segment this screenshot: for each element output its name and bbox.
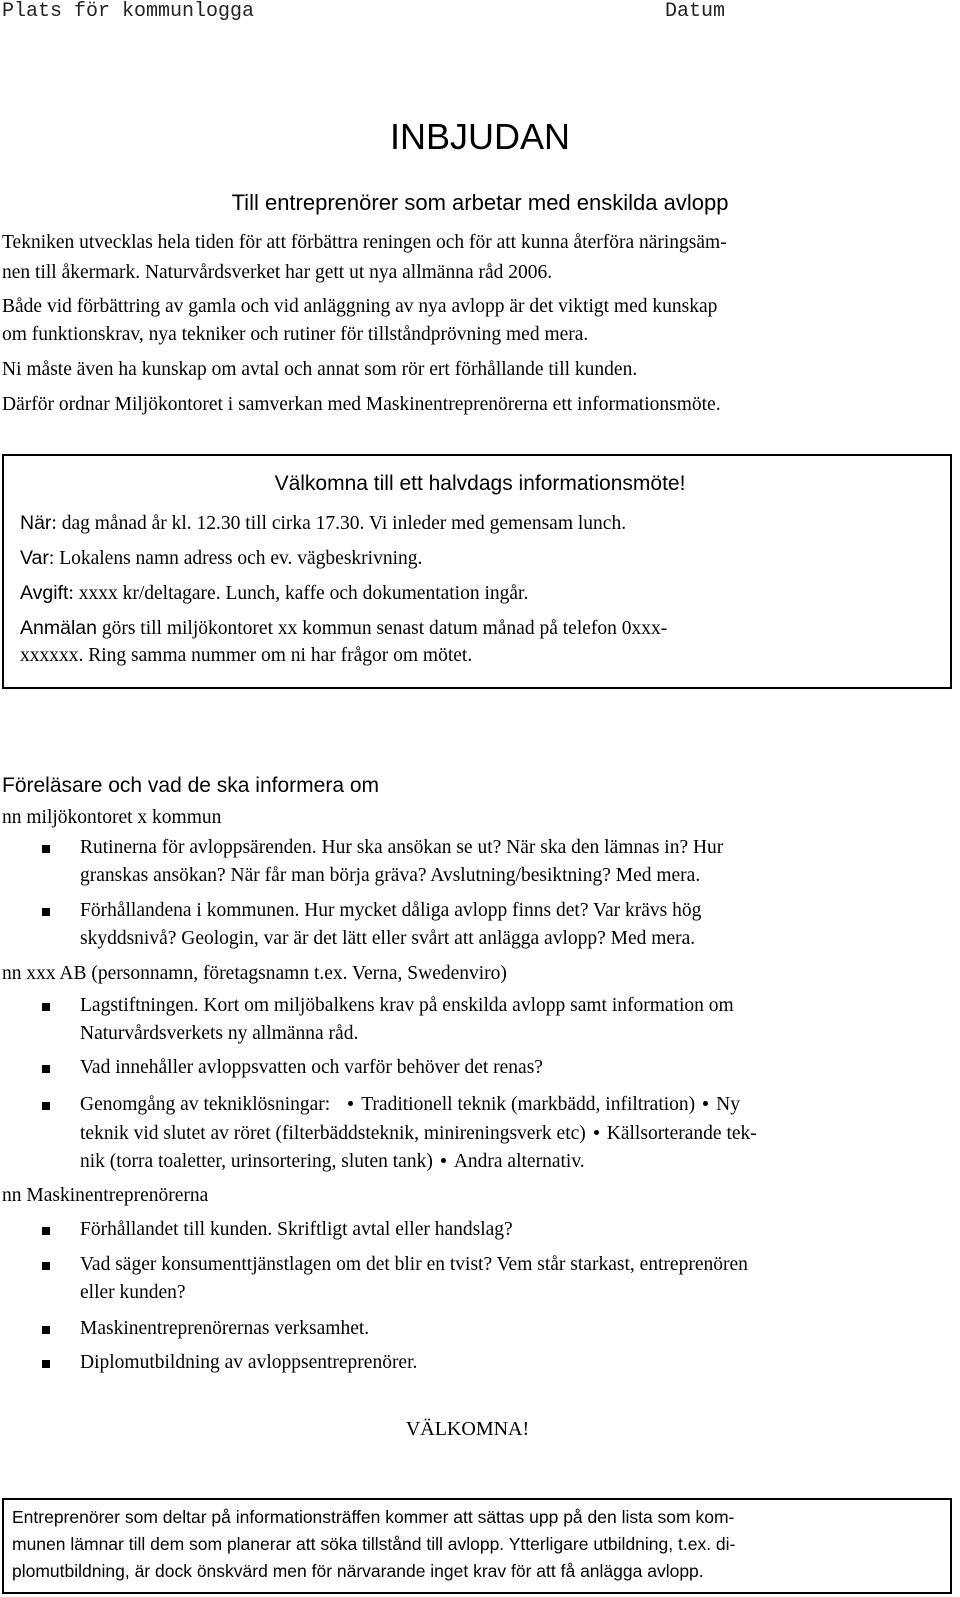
bullet-square-icon (42, 1065, 50, 1073)
intro-line-6: Därför ordnar Miljökontoret i samverkan med Maskinentreprenörerna ett informationsmöte. (2, 394, 721, 415)
bullet-square-icon (42, 1227, 50, 1235)
when-label: När (20, 512, 52, 534)
when-text: : dag månad år kl. 12.30 till cirka 17.30. Vi inleder med gemensam lunch. (51, 513, 627, 534)
tech-option-b: Ny (716, 1094, 741, 1115)
bullet-square-icon (42, 845, 50, 853)
fee-text: : xxxx kr/deltagare. Lunch, kaffe och dokumentation ingår. (68, 583, 529, 604)
fee-label: Avgift (20, 582, 69, 604)
tech-option-a: Traditionell teknik (markbädd, infiltration) (361, 1094, 696, 1115)
tech-option-c: Källsorterande tek- (606, 1123, 757, 1144)
list-item-cont: granskas ansökan? När får man börja gräva? Avslutning/besiktning? Med mera. (80, 865, 701, 886)
date-placeholder: Datum (665, 0, 726, 23)
speakers-heading: Föreläsare och vad de ska informera om (2, 774, 380, 797)
logo-placeholder: Plats för kommunlogga (2, 0, 255, 23)
footer-line-2: munen lämnar till dem som planerar att söka tillstånd till avlopp. Ytterligare utbildning, t.ex. di- (12, 1534, 736, 1554)
group-title-2: nn xxx AB (personnamn, företagsnamn t.ex. Verna, Swedenviro) (2, 963, 507, 984)
tech-option-c-cont: nik (torra toaletter, urinsortering, sluten tank) (80, 1151, 433, 1172)
bullet-square-icon (42, 1360, 50, 1368)
bullet-square-icon (42, 1326, 50, 1334)
list-item: Lagstiftningen. Kort om miljöbalkens krav på enskilda avlopp samt information om (80, 995, 734, 1016)
list-item-cont: Naturvårdsverkets ny allmänna råd. (80, 1023, 359, 1044)
page-title: INBJUDAN (389, 116, 571, 157)
group-title-3: nn Maskinentreprenörerna (2, 1185, 209, 1206)
tech-option-d: Andra alternativ. (453, 1151, 585, 1172)
tech-line-2 (80, 1119, 757, 1149)
box-heading: Välkomna till ett halvdags informationsmöte! (274, 472, 686, 495)
group-title-1: nn miljökontoret x kommun (2, 807, 222, 828)
signup-line-2: xxxxxx. Ring samma nummer om ni har frågor om mötet. (20, 645, 473, 666)
welcome-text: VÄLKOMNA! (405, 1418, 530, 1440)
intro-line-3: Både vid förbättring av gamla och vid anläggning av nya avlopp är det viktigt med kunskap (2, 296, 718, 317)
footer-line-3: plomutbildning, är dock önskvärd men för närvarande inget krav för att få anlägga avlopp. (12, 1561, 704, 1581)
tech-option-b-cont: teknik vid slutet av röret (filterbäddsteknik, minireningsverk etc) (80, 1123, 586, 1144)
intro-line-5: Ni måste även ha kunskap om avtal och annat som rör ert förhållande till kunden. (2, 359, 638, 380)
signup-text: görs till miljökontoret xx kommun senast datum månad på telefon 0xxx- (96, 618, 668, 639)
where-line (20, 543, 422, 574)
bullet-dot-icon (348, 1101, 353, 1106)
intro-line-2: nen till åkermark. Naturvårdsverket har gett ut nya allmänna råd 2006. (2, 262, 553, 283)
list-item: Vad innehåller avloppsvatten och varför behöver det renas? (80, 1057, 543, 1078)
tech-lead: Genomgång av tekniklösningar: (80, 1094, 331, 1115)
bullet-dot-icon (594, 1130, 599, 1135)
intro-line-1: Tekniken utvecklas hela tiden för att förbättra reningen och för att kunna återföra näringsäm- (2, 232, 727, 253)
where-text: : Lokalens namn adress och ev. vägbeskrivning. (48, 548, 423, 569)
signup-line (20, 613, 667, 644)
when-line (20, 508, 626, 539)
bullet-square-icon (42, 1003, 50, 1011)
where-label: Var (20, 547, 49, 569)
list-item: Diplomutbildning av avloppsentreprenörer. (80, 1352, 418, 1373)
fee-line (20, 578, 528, 609)
list-item-cont: eller kunden? (80, 1282, 186, 1303)
bullet-square-icon (42, 908, 50, 916)
list-item: Rutinerna för avloppsärenden. Hur ska ansökan se ut? När ska den lämnas in? Hur (80, 837, 724, 858)
list-item: Maskinentreprenörernas verksamhet. (80, 1318, 370, 1339)
list-item: Förhållandena i kommunen. Hur mycket dåliga avlopp finns det? Var krävs hög (80, 900, 702, 921)
bullet-square-icon (42, 1262, 50, 1270)
bullet-dot-icon (703, 1101, 708, 1106)
tech-line-1 (80, 1090, 740, 1120)
bullet-square-icon (42, 1102, 50, 1110)
footer-line-1: Entreprenörer som deltar på informationsträffen kommer att sättas upp på den lista som kom- (12, 1507, 735, 1527)
signup-label: Anmälan (20, 617, 97, 639)
subtitle: Till entreprenörer som arbetar med enskilda avlopp (231, 190, 729, 215)
bullet-dot-icon (441, 1158, 446, 1163)
intro-line-4: om funktionskrav, nya tekniker och rutiner för tillståndprövning med mera. (2, 324, 589, 345)
tech-line-3 (80, 1147, 585, 1177)
list-item: Förhållandet till kunden. Skriftligt avtal eller handslag? (80, 1219, 513, 1240)
list-item: Vad säger konsumenttjänstlagen om det blir en tvist? Vem står starkast, entreprenören (80, 1254, 748, 1275)
list-item-cont: skyddsnivå? Geologin, var är det lätt eller svårt att anlägga avlopp? Med mera. (80, 928, 696, 949)
